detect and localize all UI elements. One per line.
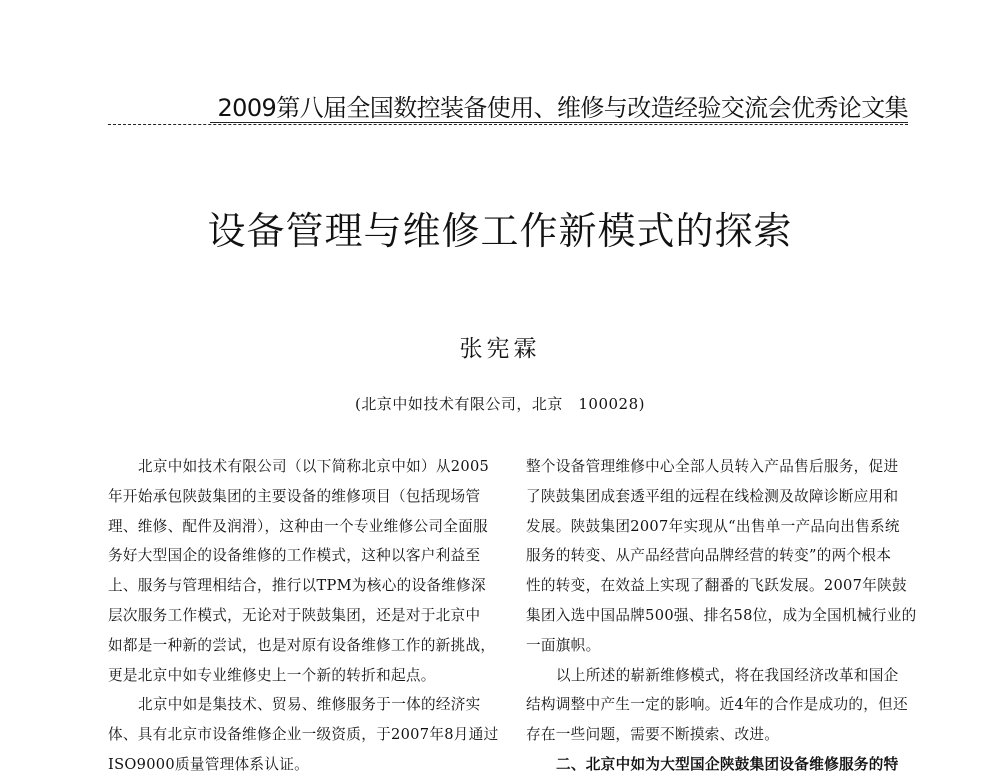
- text-line: 了陕鼓集团成套透平组的远程在线检测及故障诊断应用和: [526, 487, 899, 505]
- text-line: ISO9000质量管理体系认证。: [108, 755, 310, 773]
- text-line: 层次服务工作模式，无论对于陕鼓集团，还是对于北京中: [108, 606, 481, 624]
- text-line: 服务的转变、从产品经营向品牌经营的转变”的两个根本: [526, 547, 892, 565]
- text-line: 北京中如技术有限公司（以下简称北京中如）从2005: [138, 458, 490, 475]
- text-line: 上、服务与管理相结合，推行以TPM为核心的设备维修深: [108, 577, 486, 595]
- paper-title: 设备管理与维修工作新模式的探索: [207, 209, 793, 253]
- text-line: 体、具有北京市设备维修企业一级资质，于2007年8月通过: [108, 726, 499, 744]
- text-line: 以上所述的崭新维修模式，将在我国经济改革和国企: [556, 666, 899, 684]
- text-line: 北京中如是集技术、贸易、维修服务于一体的经济实: [138, 696, 481, 714]
- running-header: [0, 84, 1000, 134]
- body-column-left: [108, 452, 499, 780]
- author-affiliation: (北京中如技术有限公司，北京 100028): [355, 395, 645, 413]
- text-line: 务好大型国企的设备维修的工作模式，这种以客户利益至: [108, 547, 481, 565]
- text-line: 年开始承包陕鼓集团的主要设备的维修项目（包括现场管: [108, 487, 481, 505]
- text-line: 更是北京中如专业维修史上一个新的转折和起点。: [108, 666, 436, 684]
- header-rule-dashed: [108, 124, 908, 125]
- text-line: 理、维修、配件及润滑），这种由一个专业维修公司全面服: [108, 517, 488, 535]
- section-heading: 二、北京中如为大型国企陕鼓集团设备维修服务的特: [556, 755, 899, 773]
- text-line: 存在一些问题，需要不断摸索、改进。: [526, 726, 780, 744]
- text-line: 整个设备管理维修中心全部人员转入产品售后服务，促进: [526, 458, 899, 475]
- body-column-right: [526, 452, 917, 780]
- author-name: 张宪霖: [459, 336, 541, 362]
- text-line: 性的转变，在效益上实现了翻番的飞跃发展。2007年陕鼓: [526, 577, 907, 595]
- proceedings-title: 2009第八届全国数控装备使用、维修与改造经验交流会优秀论文集: [217, 94, 908, 122]
- text-line: 发展。陕鼓集团2007年实现从“出售单一产品向出售系统: [526, 517, 900, 535]
- text-line: 集团入选中国品牌500强、排名58位，成为全国机械行业的: [526, 606, 917, 624]
- text-line: 如都是一种新的尝试，也是对原有设备维修工作的新挑战，: [108, 636, 496, 654]
- header-rule: [210, 122, 908, 123]
- text-line: 一面旗帜。: [526, 636, 601, 654]
- text-line: 结构调整中产生一定的影响。近4年的合作是成功的，但还: [526, 696, 908, 714]
